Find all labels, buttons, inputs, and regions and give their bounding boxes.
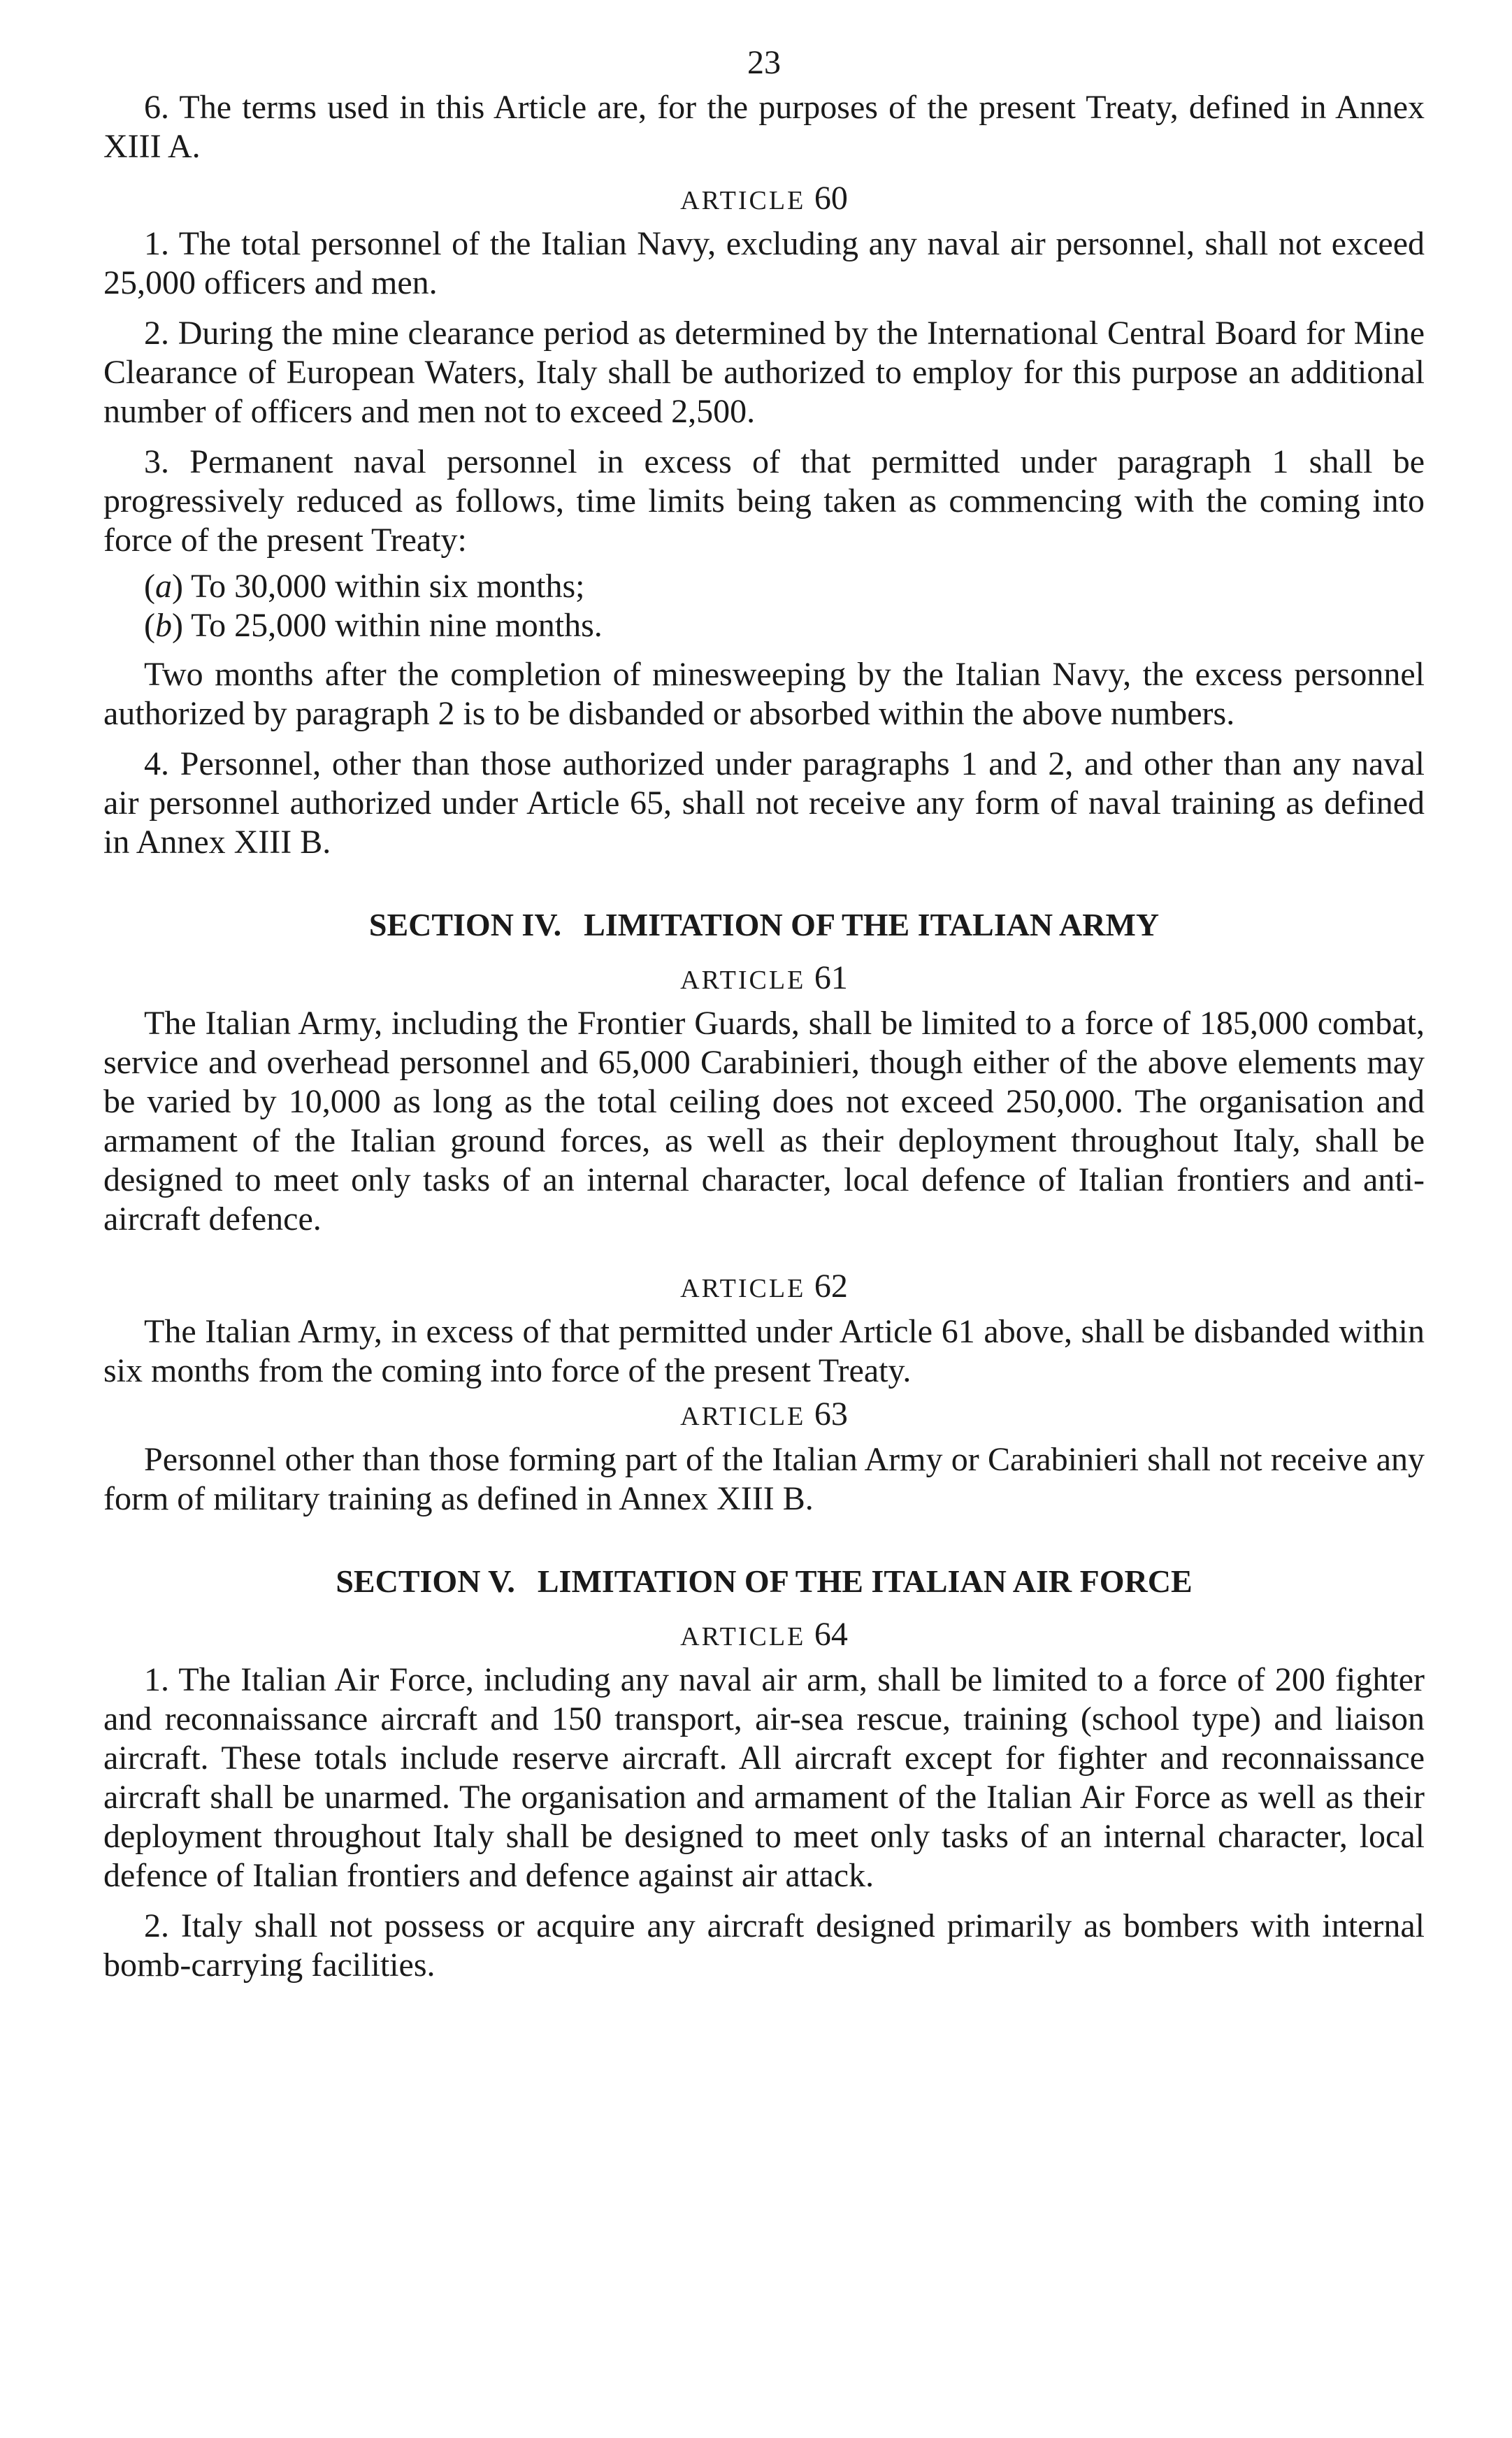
article-61-heading (103, 959, 1425, 1000)
article-62-text: The Italian Army, in excess of that permitted under Article 61 above, shall be disbanded within six months from the coming into force of the present Treaty. (103, 1313, 1425, 1389)
article-60-paragraph-3-continued: Two months after the completion of minesweeping by the Italian Navy, the excess personnel authorized by paragraph 2 is to be disbanded or absorbed within the above numbers. (103, 656, 1425, 732)
list-item-text: To 25,000 within nine months. (191, 607, 603, 644)
article-label: ARTICLE (680, 966, 806, 995)
section-label: SECTION IV. (368, 907, 562, 942)
article-60-paragraph-4: 4. Personnel, other than those authorized under paragraphs 1 and 2, and other than any naval air personnel authorized under Article 65, shall not receive any form of naval training as defined in Annex XIII B. (103, 745, 1425, 861)
section-title: LIMITATION OF THE ITALIAN AIR FORCE (537, 1563, 1193, 1599)
article-label: ARTICLE (680, 1274, 806, 1303)
list-item-label: b (154, 607, 172, 644)
article-number: 61 (814, 959, 848, 996)
article-number: 62 (814, 1268, 848, 1305)
article-64-paragraph-1: 1. The Italian Air Force, including any naval air arm, shall be limited to a force of 200 fighter and reconnaissance aircraft and 150 transport, air-sea rescue, training (school type) and liaison aircraft. These totals include reserve aircraft. All aircraft except for fighter and reconnaissance aircraft shall be unarmed. The organisation and armament of the Italian Air Force as well as their deployment throughout Italy shall be designed to meet only tasks of an internal character, local defence of Italian frontiers and defence against air attack. (103, 1661, 1425, 1894)
article-label: ARTICLE (680, 186, 806, 215)
article-63-text: Personnel other than those forming part of the Italian Army or Carabinieri shall not receive any form of military training as defined in Annex XIII B. (103, 1441, 1425, 1517)
list-item: (a) To 30,000 within six months; (144, 568, 585, 605)
section-4-heading (103, 904, 1425, 946)
section-title: LIMITATION OF THE ITALIAN ARMY (584, 907, 1160, 942)
article-64-paragraph-2: 2. Italy shall not possess or acquire any aircraft designed primarily as bombers with internal bomb-carrying facilities. (103, 1907, 1425, 1984)
paragraph-6-terms: 6. The terms used in this Article are, for the purposes of the present Treaty, defined in Annex XIII A. (103, 89, 1425, 165)
article-label: ARTICLE (680, 1622, 806, 1651)
article-label: ARTICLE (680, 1402, 806, 1431)
section-label: SECTION V. (336, 1563, 515, 1599)
article-63-heading (103, 1395, 1425, 1436)
article-number: 64 (814, 1616, 848, 1653)
list-item-text: To 30,000 within six months; (191, 568, 585, 605)
article-64-heading (103, 1615, 1425, 1656)
document-page (103, 42, 1425, 1985)
article-60-paragraph-1: 1. The total personnel of the Italian Navy, excluding any naval air personnel, shall not exceed 25,000 officers and men. (103, 225, 1425, 301)
article-60-paragraph-2: 2. During the mine clearance period as determined by the International Central Board for Mine Clearance of European Waters, Italy shall be authorized to employ for this purpose an additional number of officers and men not to exceed 2,500. (103, 315, 1425, 430)
list-item-label: a (154, 568, 172, 605)
article-60-paragraph-3: 3. Permanent naval personnel in excess of that permitted under paragraph 1 shall be progressively reduced as follows, time limits being taken as commencing with the coming into force of the present Treaty: (103, 443, 1425, 559)
section-5-heading (103, 1561, 1425, 1602)
article-62-heading (103, 1267, 1425, 1308)
page-number: 23 (747, 44, 781, 81)
article-61-text: The Italian Army, including the Frontier Guards, shall be limited to a force of 185,000 combat, service and overhead personnel and 65,000 Carabinieri, though either of the above elements may be varied by 10,000 as long as the total ceiling does not exceed 250,000. The organisation and armament of the Italian ground forces, as well as their deployment throughout Italy, shall be designed to meet only tasks of an internal character, local defence of Italian frontiers and anti-aircraft defence. (103, 1005, 1425, 1238)
list-item: (b) To 25,000 within nine months. (144, 607, 603, 644)
article-number: 63 (814, 1396, 848, 1433)
article-60-heading (103, 179, 1425, 220)
article-number: 60 (814, 180, 848, 217)
reduction-list (103, 567, 1425, 645)
